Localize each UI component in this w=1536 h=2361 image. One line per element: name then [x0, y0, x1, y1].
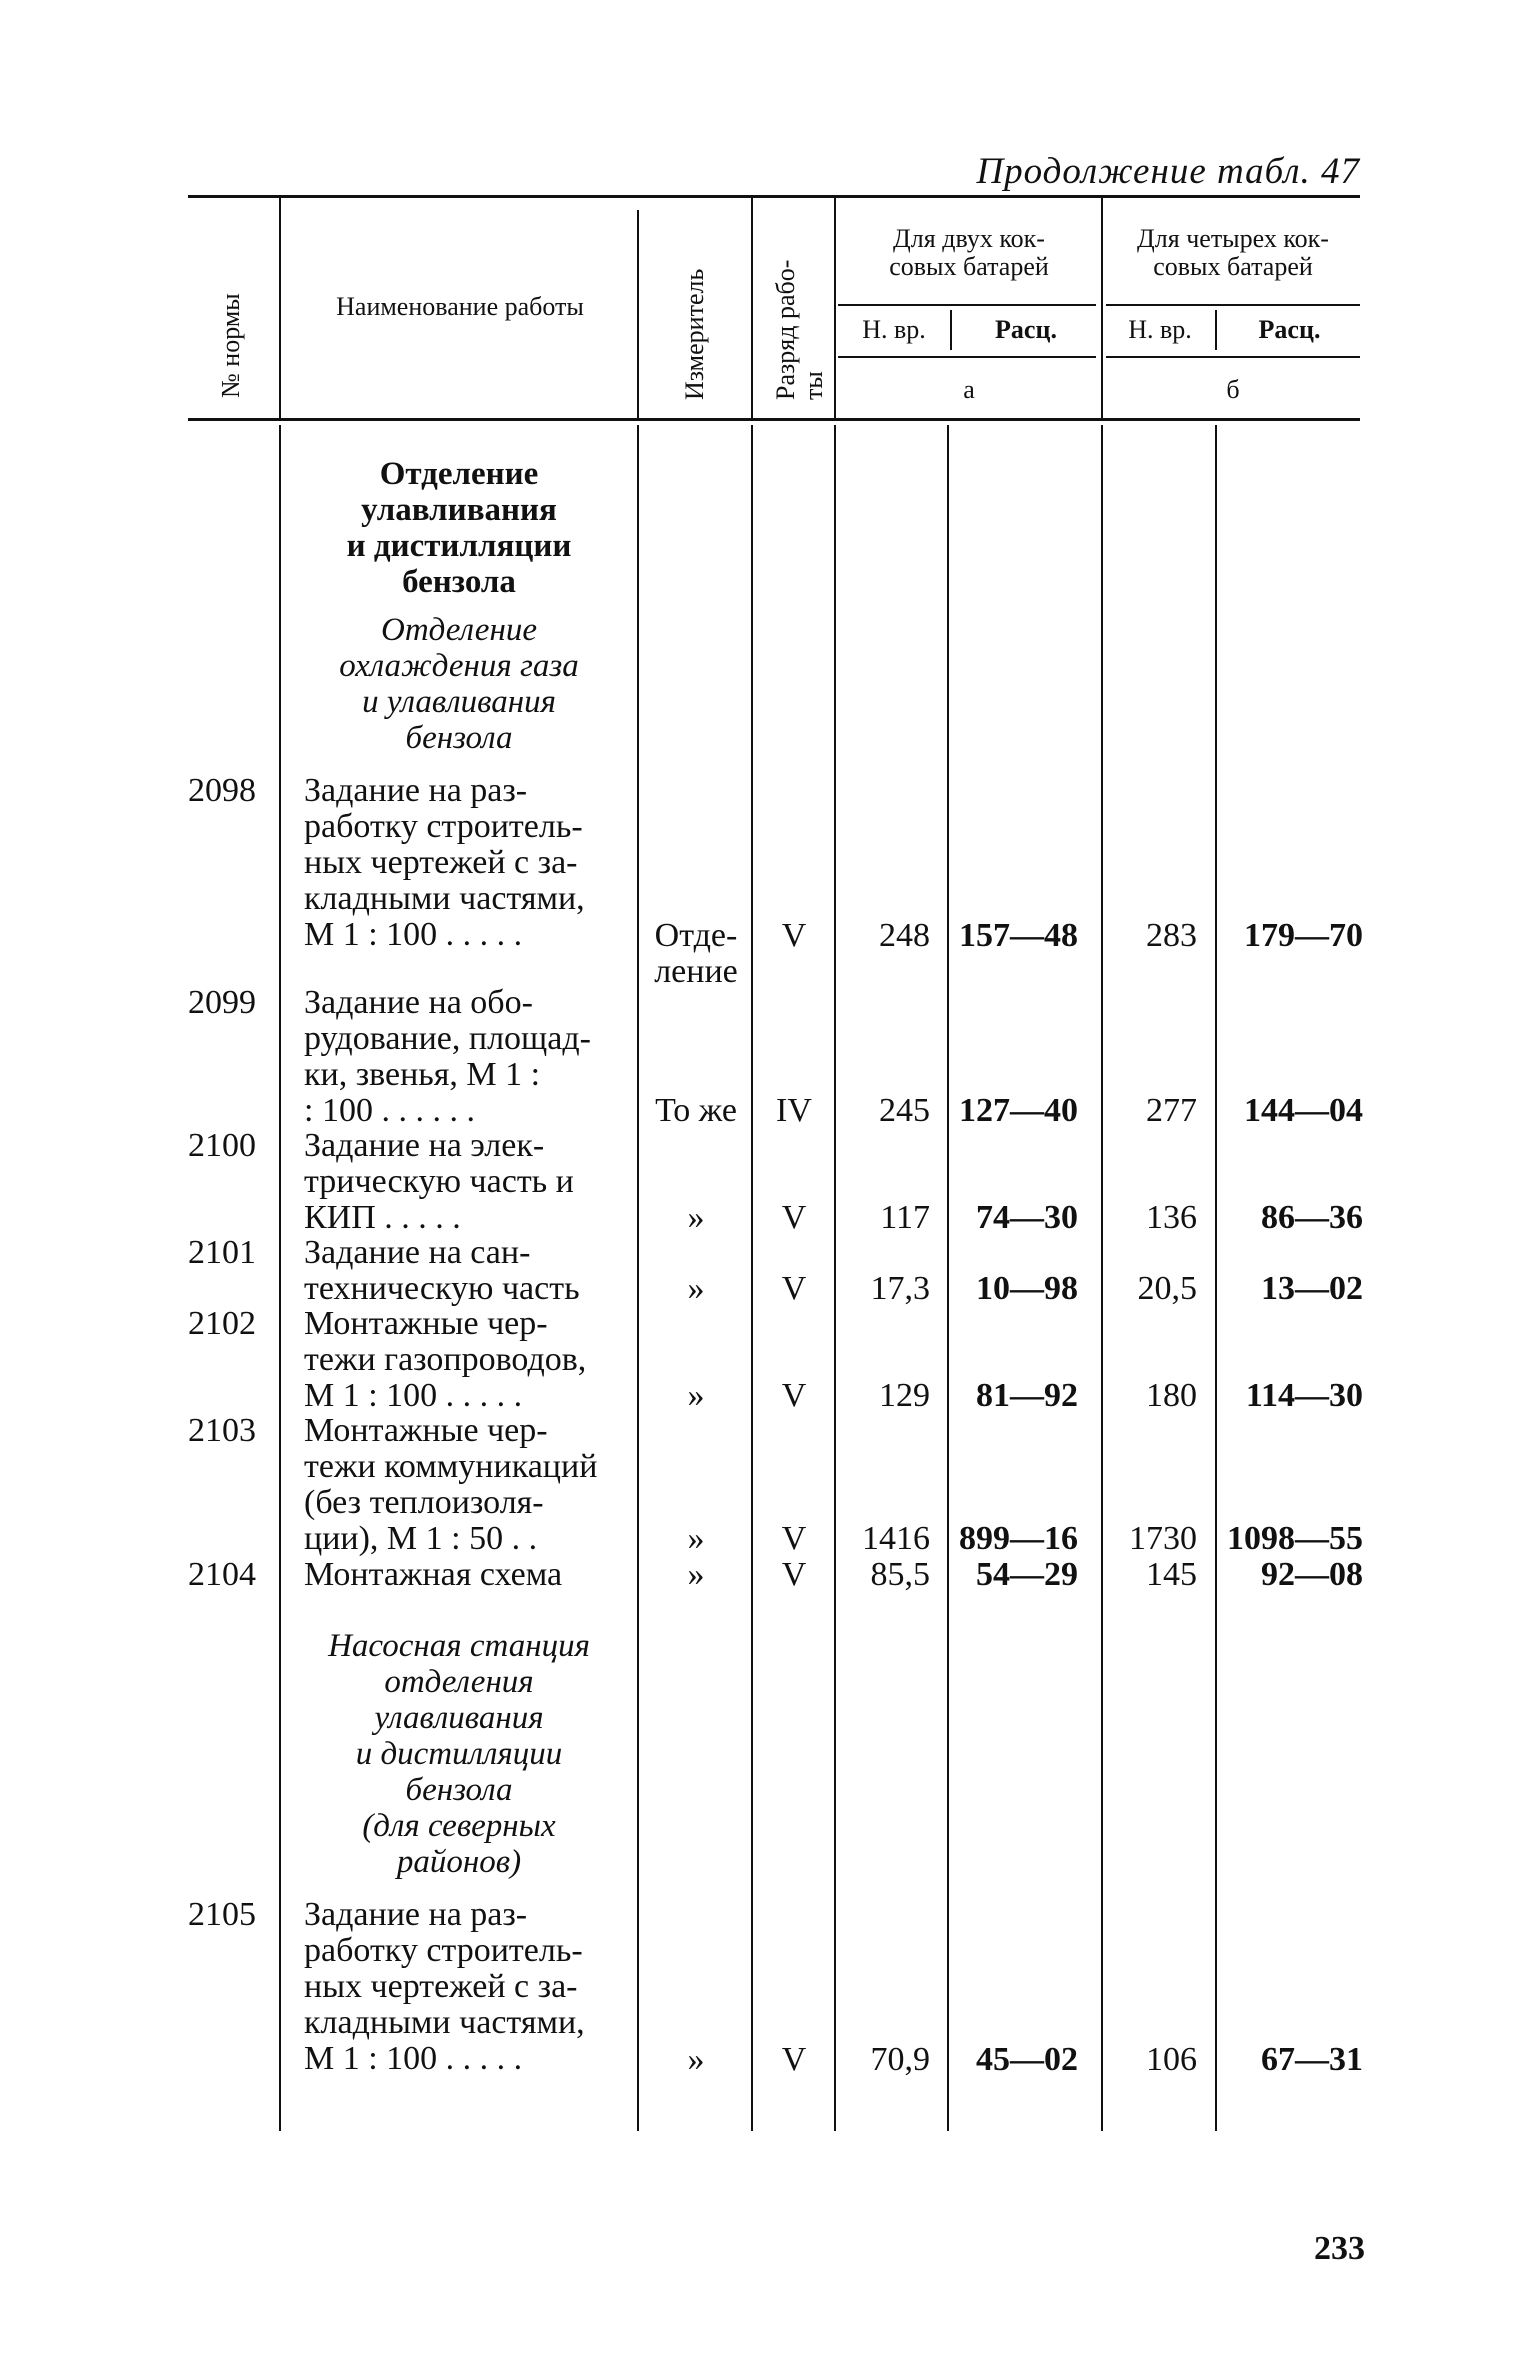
rule-sub-b — [1106, 356, 1360, 358]
vrule-b-num — [279, 425, 281, 2131]
row-2100-b-hvr: 136 — [1146, 1199, 1197, 1236]
row-2103-name: Монтажные чер- тежи коммуникаций (без теплоизоля- ции), М 1 : 50 . . — [304, 1412, 598, 1557]
row-2099-a-hvr: 245 — [879, 1092, 930, 1129]
row-2101-unit: » — [687, 1270, 705, 1307]
row-2101-a-hvr: 17,3 — [870, 1270, 930, 1307]
header-b-rasc: Расц. — [1258, 315, 1321, 344]
row-2098-a-hvr: 248 — [879, 917, 930, 954]
row-2098-b-rasc: 179—70 — [1244, 917, 1363, 954]
row-2105-a-hvr: 70,9 — [870, 2041, 930, 2078]
vrule-b-name — [637, 425, 639, 2131]
header-b-hvr: Н. вр. — [1128, 315, 1192, 344]
header-a-rasc: Расц. — [995, 315, 1057, 344]
rule-sub-a — [838, 356, 1096, 358]
row-2103-grade: V — [781, 1520, 807, 1557]
row-2101-b-hvr: 20,5 — [1137, 1270, 1197, 1307]
row-2105-unit: » — [687, 2041, 705, 2078]
vrule-b-ahvr — [947, 425, 949, 2131]
row-2102-a-rasc: 81—92 — [976, 1377, 1078, 1414]
row-2105-b-rasc: 67—31 — [1261, 2041, 1363, 2078]
row-2100-b-rasc: 86—36 — [1261, 1199, 1363, 1236]
row-2104-b-rasc: 92—08 — [1261, 1556, 1363, 1593]
table-caption: Продолжение табл. 47 — [976, 151, 1360, 192]
row-2100-name: Задание на элек- трическую часть и КИП . . . . . — [304, 1127, 574, 1236]
row-2104-grade: V — [781, 1556, 807, 1593]
row-2101-grade: V — [781, 1270, 807, 1307]
row-2100-a-hvr: 117 — [880, 1199, 930, 1236]
row-2101-a-rasc: 10—98 — [976, 1270, 1078, 1307]
row-2101-name: Задание на сан- техническую часть — [304, 1234, 580, 1307]
row-2100-no: 2100 — [188, 1127, 256, 1164]
rule-header-bottom — [188, 418, 1360, 421]
vrule-h-num — [279, 198, 281, 420]
row-2098-no: 2098 — [188, 772, 256, 809]
page-number: 233 — [1314, 2230, 1365, 2267]
row-2103-unit: » — [687, 1520, 705, 1557]
row-2099-name: Задание на обо- рудование, площад- ки, звенья, М 1 : : 100 . . . . . . — [304, 984, 591, 1129]
vrule-h-group — [1101, 198, 1103, 420]
row-2104-a-rasc: 54—29 — [976, 1556, 1078, 1593]
row-2098-unit: Отде- ление — [654, 917, 738, 990]
rule-top — [188, 195, 1360, 198]
row-2102-a-hvr: 129 — [879, 1377, 930, 1414]
row-2102-no: 2102 — [188, 1305, 256, 1342]
row-2099-b-rasc: 144—04 — [1244, 1092, 1363, 1129]
row-2105-name: Задание на раз- работку строитель- ных чертежей с за- кладными частями, М 1 : 100 . . . . . — [304, 1896, 585, 2077]
header-letter-b: б — [1226, 375, 1240, 404]
row-2103-b-rasc: 1098—55 — [1227, 1520, 1363, 1557]
vrule-h-grade — [834, 198, 836, 420]
row-2098-a-rasc: 157—48 — [959, 917, 1078, 954]
header-col-grade: Разряд рабо- ты — [771, 259, 828, 400]
row-2102-b-rasc: 114—30 — [1245, 1377, 1363, 1414]
vrule-b-arasc — [1101, 425, 1103, 2131]
header-group-b: Для четырех кок- совых батарей — [1137, 224, 1329, 281]
row-2100-grade: V — [781, 1199, 807, 1236]
row-2101-no: 2101 — [188, 1234, 256, 1271]
rule-group-a — [838, 304, 1096, 306]
row-2104-b-hvr: 145 — [1146, 1556, 1197, 1593]
row-2105-no: 2105 — [188, 1896, 256, 1933]
section-heading-pump-station: Насосная станция отделения улавливания и дистилляции бензола (для северных районов) — [328, 1628, 590, 1880]
row-2105-grade: V — [781, 2041, 807, 2078]
row-2102-unit: » — [687, 1377, 705, 1414]
rule-group-b — [1106, 304, 1360, 306]
vrule-b-bhvr — [1215, 425, 1217, 2131]
row-2098-b-hvr: 283 — [1146, 917, 1197, 954]
row-2099-b-hvr: 277 — [1146, 1092, 1197, 1129]
row-2103-no: 2103 — [188, 1412, 256, 1449]
row-2104-a-hvr: 85,5 — [870, 1556, 930, 1593]
row-2104-no: 2104 — [188, 1556, 256, 1593]
row-2103-b-hvr: 1730 — [1129, 1520, 1197, 1557]
row-2105-a-rasc: 45—02 — [976, 2041, 1078, 2078]
vrule-h-name — [637, 210, 639, 420]
vrule-h-unit — [751, 198, 753, 420]
header-group-a: Для двух кок- совых батарей — [889, 224, 1049, 281]
header-col-num: № нормы — [216, 293, 245, 398]
row-2100-unit: » — [687, 1199, 705, 1236]
header-letter-a: а — [963, 375, 975, 404]
row-2104-name: Монтажная схема — [304, 1556, 563, 1593]
row-2098-grade: V — [781, 917, 807, 954]
row-2103-a-hvr: 1416 — [862, 1520, 930, 1557]
row-2099-a-rasc: 127—40 — [959, 1092, 1078, 1129]
vrule-b-grade — [834, 425, 836, 2131]
row-2102-grade: V — [781, 1377, 807, 1414]
section-heading-bold: Отделение улавливания и дистилляции бензола — [346, 456, 572, 600]
row-2103-a-rasc: 899—16 — [959, 1520, 1078, 1557]
header-a-hvr: Н. вр. — [862, 315, 926, 344]
row-2099-unit: То же — [655, 1092, 737, 1129]
row-2098-name: Задание на раз- работку строитель- ных чертежей с за- кладными частями, М 1 : 100 . . . . . — [304, 772, 585, 953]
row-2100-a-rasc: 74—30 — [976, 1199, 1078, 1236]
row-2104-unit: » — [687, 1556, 705, 1593]
row-2102-b-hvr: 180 — [1146, 1377, 1197, 1414]
row-2099-grade: IV — [776, 1092, 812, 1129]
header-col-name: Наименование работы — [336, 292, 584, 321]
row-2102-name: Монтажные чер- тежи газопроводов, М 1 : 100 . . . . . — [304, 1305, 587, 1414]
row-2099-no: 2099 — [188, 984, 256, 1021]
section-heading-italic: Отделение охлаждения газа и улавливания бензола — [339, 612, 579, 756]
header-col-unit: Измеритель — [680, 268, 709, 400]
row-2105-b-hvr: 106 — [1146, 2041, 1197, 2078]
row-2101-b-rasc: 13—02 — [1261, 1270, 1363, 1307]
